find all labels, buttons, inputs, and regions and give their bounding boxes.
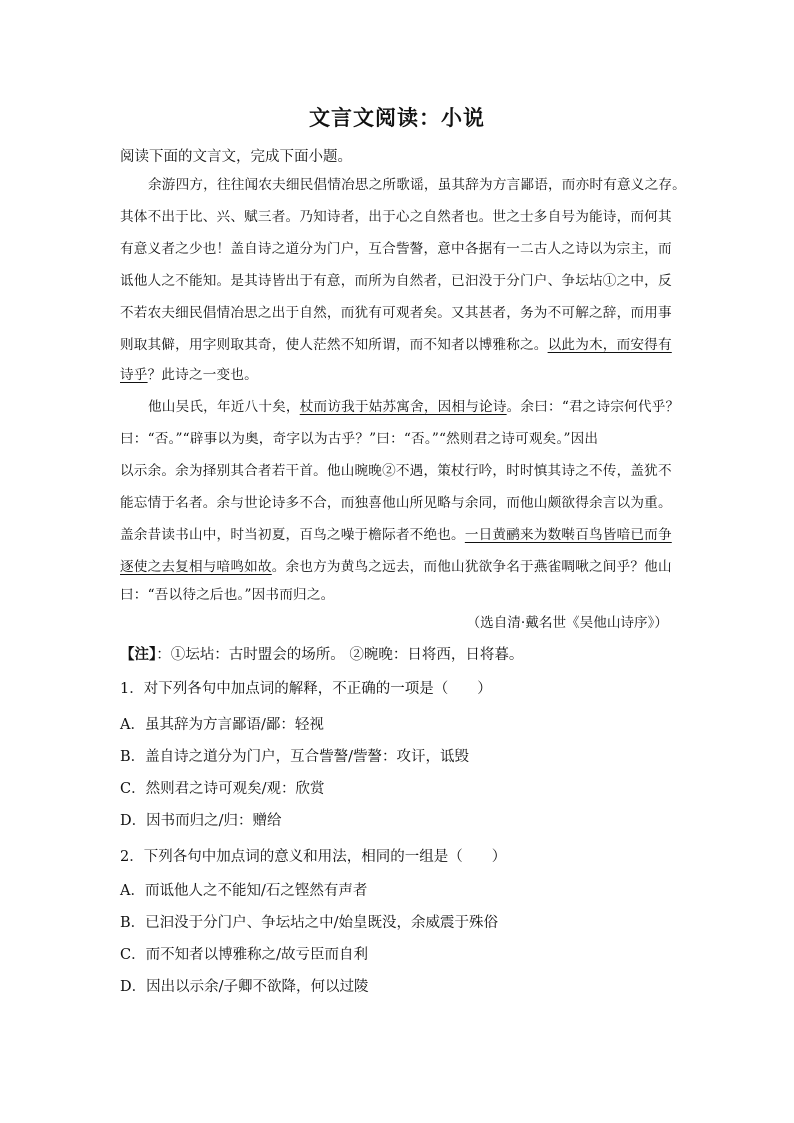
- answer-option-d: D．因出以示余/子卿不欲降，何以过陵: [120, 979, 369, 995]
- underlined-sentence: 以此为木，而安得有: [547, 337, 672, 353]
- note-label: 【注】: [120, 646, 157, 663]
- passage-line: [120, 556, 672, 578]
- underlined-sentence: 杖而访我于姑苏寓舍，因相与论诗: [299, 399, 507, 415]
- passage-line: 曰：“吾以待之后也。”因书而归之。: [120, 587, 335, 603]
- answer-option-b: B．已汩没于分门户、争坛坫之中/始皇既没，余威震于殊俗: [120, 915, 499, 931]
- passage-line: [148, 396, 679, 418]
- question-stem: 2．下列各句中加点词的意义和用法，相同的一组是（ ）: [120, 849, 507, 865]
- answer-option-c: C．而不知者以博雅称之/故亏臣而自利: [120, 947, 368, 963]
- passage-text: 。余曰：“君之诗宗何代乎？: [506, 399, 680, 415]
- passage-text: ？此诗之一变也。: [147, 367, 258, 383]
- passage-line: 有意义者之少也！盖自诗之道分为门户，互合訾謷，意中各据有一二古人之诗以为宗主，而: [120, 241, 672, 257]
- passage-line: 不若农夫细民倡情冶思之出于自然，而犹有可观者矣。又其甚者，务为不可解之辞，而用事: [120, 305, 672, 321]
- note-text: ：①坛坫：古时盟会的场所。 ②晼晚：日将西，日将暮。: [156, 647, 524, 663]
- answer-option-a: A．而诋他人之不能知/石之铿然有声者: [120, 883, 368, 899]
- instruction-text: 阅读下面的文言文，完成下面小题。: [120, 149, 352, 165]
- passage-line: [120, 364, 258, 386]
- answer-option-c: C．然则君之诗可观矣/观：欣赏: [120, 781, 325, 797]
- passage-text: 。余也方为黄鸟之远去，而他山犹欲争名于燕雀啁啾之间乎？他山: [271, 559, 672, 575]
- answer-option-d: D．因书而归之/归：赠给: [120, 813, 282, 829]
- underlined-sentence: 一日黄鹂来为数啭百鸟皆喑已而争: [464, 527, 672, 543]
- page-title: 文言文阅读：小说: [309, 105, 485, 130]
- passage-line: 能忘情于名者。余与世论诗多不合，而独喜他山所见略与余同，而他山颇欲得余言以为重。: [120, 495, 672, 511]
- passage-line: 其体不出于比、兴、赋三者。乃知诗者，出于心之自然者也。世之士多自号为能诗，而何其: [120, 209, 672, 225]
- answer-option-a: A．虽其辞为方言鄙语/鄙：轻视: [120, 717, 324, 733]
- passage-line: 余游四方，往往闻农夫细民倡情冶思之所歌谣，虽其辞为方言鄙语，而亦时有意义之存。: [148, 177, 686, 193]
- question-stem: 1．对下列各句中加点词的解释，不正确的一项是（ ）: [120, 681, 492, 697]
- passage-line: 曰：“否。”“辟事以为奥，奇字以为古乎？”曰：“否。”“然则君之诗可观矣。”因出: [120, 431, 599, 447]
- passage-line: [120, 334, 672, 356]
- passage-line: 以示余。余为择别其合者若干首。他山晼晚②不遇，策杖行吟，时时慎其诗之不传，盖犹不: [120, 463, 672, 479]
- underlined-sentence: 逐使之去复相与喑鸣如故: [120, 559, 272, 575]
- passage-text: 则取其僻，用字则取其奇，使人茫然不知所谓，而不知者以博雅称之。: [120, 337, 548, 353]
- answer-option-b: B．盖自诗之道分为门户，互合訾謷/訾謷：攻讦，诋毁: [120, 749, 470, 765]
- passage-line: [120, 524, 672, 546]
- passage-line: 诋他人之不能知。是其诗皆出于有意，而所为自然者，已汩没于分门户、争坛坫①之中，反: [120, 273, 672, 289]
- annotation-note: [120, 644, 523, 666]
- passage-text: 盖余昔读书山中，时当初夏，百鸟之噪于檐际者不绝也。: [120, 527, 465, 543]
- passage-text: 他山吴氏，年近八十矣，: [148, 399, 300, 415]
- underlined-sentence: 诗乎: [120, 367, 148, 383]
- source-citation: （选自清·戴名世《吴他山诗序》）: [466, 615, 668, 631]
